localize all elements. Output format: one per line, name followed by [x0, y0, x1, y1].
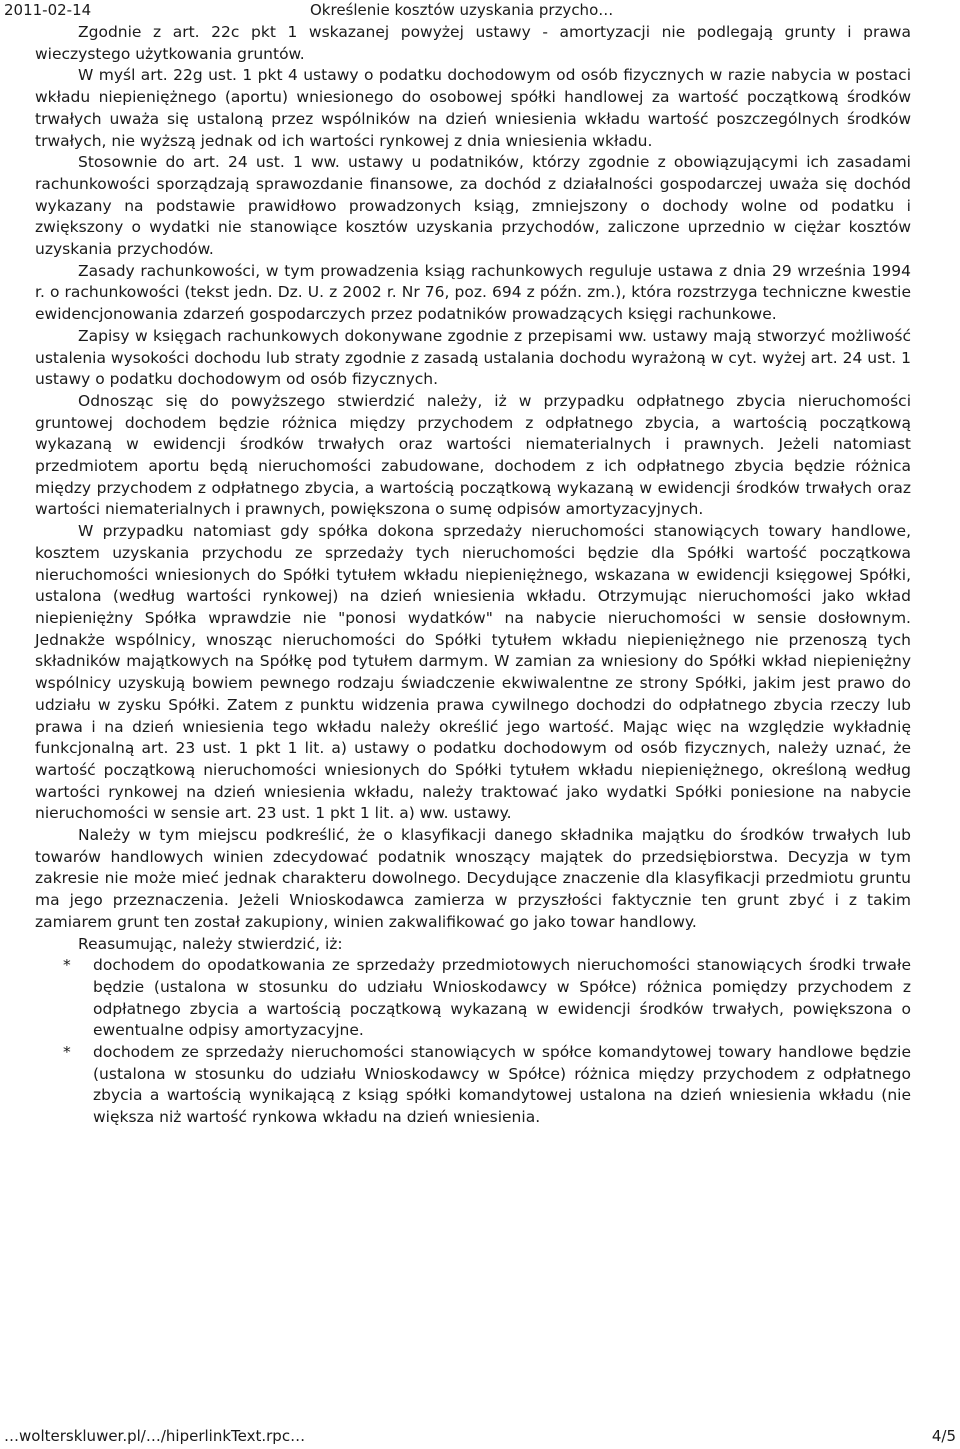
page-footer — [0, 1426, 960, 1448]
bullet-item — [35, 955, 911, 1042]
document-title: Określenie kosztów uzyskania przycho… — [310, 1, 614, 19]
paragraph: Reasumując, należy stwierdzić, iż: — [78, 934, 343, 953]
page-number: 4/5 — [931, 1427, 956, 1445]
paragraph: Odnosząc się do powyższego stwierdzić należy, iż w przypadku odpłatnego zbycia nieruchomości gruntowej dochodem będzie różnica między przychodem z odpłatnego zbycia, a wartością początkową wykazaną w ewidencji środków trwałych oraz wartości niematerialnych i prawnych. Jeżeli natomiast przedmiotem aportu będą nieruchomości zabudowane, dochodem z ich odpłatnego zbycia będzie różnica między przychodem z odpłatnego zbycia, a wartością początkową wykazaną w ewidencji środków trwałych oraz wartości niematerialnych i prawnych, powiększona o sumę odpisów amortyzacyjnych. — [35, 391, 911, 519]
bullet-text: dochodem ze sprzedaży nieruchomości stanowiących w spółce komandytowej towary handlowe będzie (ustalona w stosunku do udziału Wnioskodawcy w Spółce) różnica między przychodem z odpłatnego zbycia a wartością wynikającą z ksiąg spółki komandytowej ustalona na dzień wniesienia wkładu (nie większa niż wartość rynkowa wkładu na dzień wniesienia. — [93, 1043, 911, 1127]
paragraph: Zapisy w księgach rachunkowych dokonywane zgodnie z przepisami ww. ustawy mają stworzyć możliwość ustalenia wysokości dochodu lub straty zgodnie z zasadą ustalania dochodu wyrażoną w cyt. wyżej art. 24 ust. 1 ustawy o podatku dochodowym od osób fizycznych. — [35, 326, 911, 389]
bullet-mark: * — [63, 1043, 71, 1062]
paragraph: W przypadku natomiast gdy spółka dokona sprzedaży nieruchomości stanowiących towary handlowe, kosztem uzyskania przychodu ze sprzedaży tych nieruchomości będzie dla Spółki wartość początkowa nieruchomości wniesionych do Spółki tytułem wkładu niepieniężnego, wskazana w ewidencji księgowej Spółki, ustalona (według wartości rynkowej) na dzień wniesienia wkładu. Otrzymując nieruchomości jako wkład niepieniężny Spółka wprawdzie nie "ponosi wydatków" na nabycie nieruchomości w sensie dosłownym. Jednakże wspólnicy, wnosząc nieruchomości do Spółki tytułem wkładu niepieniężnego nie przenoszą tych składników majątkowych na Spółkę pod tytułem darmym. W zamian za wniesiony do Spółki wkład niepieniężny wspólnicy uzyskują bowiem pewnego rodzaju świadczenie ekwiwalentne ze strony Spółki, jakim jest prawo do udziału w zysku Spółki. Zatem z punktu widzenia prawa cywilnego dochodzi do odpłatnego zbycia rzeczy lub prawa i na dzień wniesienia tego wkładu należy określić jego wartość. Mając więc na względzie wykładnię funkcjonalną art. 23 ust. 1 pkt 1 lit. a) ustawy o podatku dochodowym od osób fizycznych, należy uznać, że wartość początkową nieruchomości wniesionych do Spółki tytułem wkładu niepieniężnego, określoną według wartości rynkowej na dzień wniesienia wkładu, należy traktować jako wydatki Spółki poniesione na nabycie nieruchomości w sensie art. 23 ust. 1 pkt 1 lit. a) ww. ustawy. — [35, 522, 911, 823]
paragraph: W myśl art. 22g ust. 1 pkt 4 ustawy o podatku dochodowym od osób fizycznych w razie nabycia w postaci wkładu niepieniężnego (aportu) wniesionego do osobowej spółki handlowej za wartość początkową środków trwałych uważa się ustaloną przez wspólników na dzień wniesienia wkładu wartość poszczególnych środków trwałych, nie wyższą jednak od ich wartości rynkowej z dnia wniesienia wkładu. — [35, 66, 911, 150]
bullet-text: dochodem do opodatkowania ze sprzedaży przedmiotowych nieruchomości stanowiących środki trwałe będzie (ustalona w stosunku do udziału Wnioskodawcy w Spółce) różnica pomiędzy przychodem z odpłatnego zbycia a wartością początkową wykazaną w ewidencji środków trwałych, powiększona o ewentualne odpisy amortyzacyjne. — [93, 956, 911, 1040]
paragraph: Należy w tym miejscu podkreślić, że o klasyfikacji danego składnika majątku do środków trwałych lub towarów handlowych winien zdecydować podatnik wnoszący majątek do przedsiębiorstwa. Decyzja w tym zakresie nie może mieć jednak charakteru dowolnego. Decydujące znaczenie dla klasyfikacji przedmiotu gruntu ma jego przeznaczenia. Jeżeli Wnioskodawca zamierza w przyszłości faktycznie ten grunt zbyć i z takim zamiarem grunt ten został zakupiony, winien zakwalifikować go jako towar handlowy. — [35, 826, 911, 931]
paragraph: Zasady rachunkowości, w tym prowadzenia ksiąg rachunkowych reguluje ustawa z dnia 29 września 1994 r. o rachunkowości (tekst jedn. Dz. U. z 2002 r. Nr 76, poz. 694 z późn. zm.), która rozstrzyga techniczne kwestie ewidencjonowania zdarzeń gospodarczych przez podatników prowadzących księgi rachunkowe. — [35, 261, 911, 324]
footer-url: …wolterskluwer.pl/…/hiperlinkText.rpc… — [4, 1427, 306, 1445]
bullet-mark: * — [63, 956, 71, 975]
page-header — [0, 0, 960, 22]
print-date: 2011-02-14 — [4, 1, 92, 19]
bullet-item — [35, 1042, 911, 1129]
paragraph: Stosownie do art. 24 ust. 1 ww. ustawy u podatników, którzy zgodnie z obowiązującymi ich zasadami rachunkowości sporządzają sprawozdanie finansowe, za dochód z działalności gospodarczej uważa się dochód wykazany na podstawie prawidłowo prowadzonych ksiąg, zmniejszony o dochody wolne od podatku i zwiększony o wydatki nie stanowiące kosztów uzyskania przychodów, zaliczone uprzednio w ciężar kosztów uzyskania przychodów. — [35, 153, 911, 259]
paragraph: Zgodnie z art. 22c pkt 1 wskazanej powyżej ustawy - amortyzacji nie podlegają grunty i prawa wieczystego użytkowania gruntów. — [35, 23, 911, 63]
document-body — [35, 22, 911, 1129]
